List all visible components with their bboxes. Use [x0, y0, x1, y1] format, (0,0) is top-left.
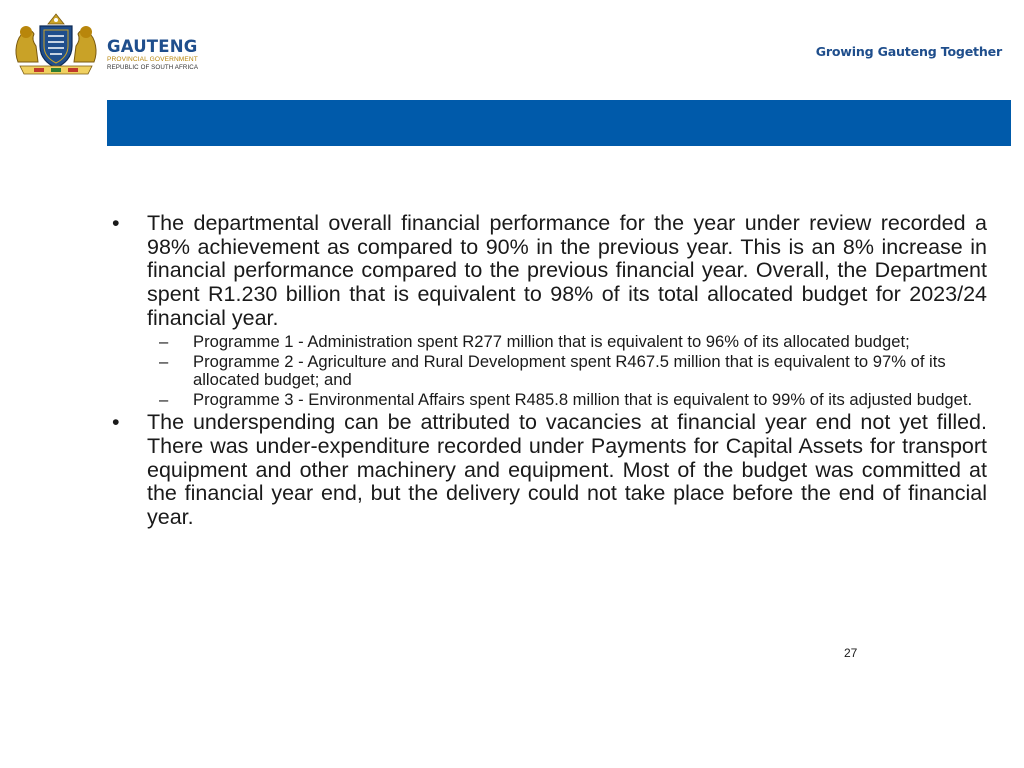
sub-bullet-text: Programme 3 - Environmental Affairs spent R485.8 million that is equivalent to 99% of its adjusted budget.: [193, 390, 973, 410]
tagline: Growing Gauteng Together: [815, 44, 1002, 59]
bullet-underspending: [107, 411, 987, 530]
title-band: [107, 100, 1011, 146]
brand-subtitle-provincial: PROVINCIAL GOVERNMENT: [107, 56, 198, 63]
brand-subtitle-republic: REPUBLIC OF SOUTH AFRICA: [107, 64, 199, 71]
sub-bullet-programme-1: [107, 333, 987, 351]
sub-bullet-text: Programme 2 - Agriculture and Rural Development spent R467.5 million that is equivalent to 97% of its allocated budget; and: [193, 351, 946, 389]
bullet-marker: •: [112, 410, 120, 435]
bullet-text: The underspending can be attributed to vacancies at financial year end not yet filled. There was under-expenditure recorded under Payments for Capital Assets for transport equipment and other machinery and equipment. Most of the budget was committed at the financial year end, but the delivery could not take place before the end of financial year.: [147, 410, 987, 530]
brand-name: GAUTENG: [107, 37, 198, 56]
sub-bullet-marker: –: [159, 390, 169, 410]
sub-bullet-marker: –: [159, 331, 169, 351]
bullet-financial-performance: [107, 212, 987, 331]
sub-bullet-programme-2: [107, 353, 987, 389]
bullet-marker: •: [112, 211, 120, 235]
brand-block: [107, 38, 198, 72]
gauteng-coat-of-arms-logo: [10, 12, 102, 78]
sub-bullet-programme-3: [107, 391, 987, 409]
coat-of-arms-icon: [10, 12, 102, 78]
bullet-text: The departmental overall financial performance for the year under review recorded a 98% achievement as compared to 90% in the previous year. This is an 8% increase in financial performance compared to the previous financial year. Overall, the Department spent R1.230 billion that is equivalent to 98% of its total allocated budget for 2023/24 financial year.: [147, 211, 987, 330]
page-number: 27: [844, 646, 858, 660]
programme-sub-list: [107, 333, 987, 410]
slide-content: [107, 212, 987, 530]
sub-bullet-marker: –: [159, 351, 169, 371]
sub-bullet-text: Programme 1 - Administration spent R277 million that is equivalent to 96% of its allocated budget;: [193, 331, 910, 351]
